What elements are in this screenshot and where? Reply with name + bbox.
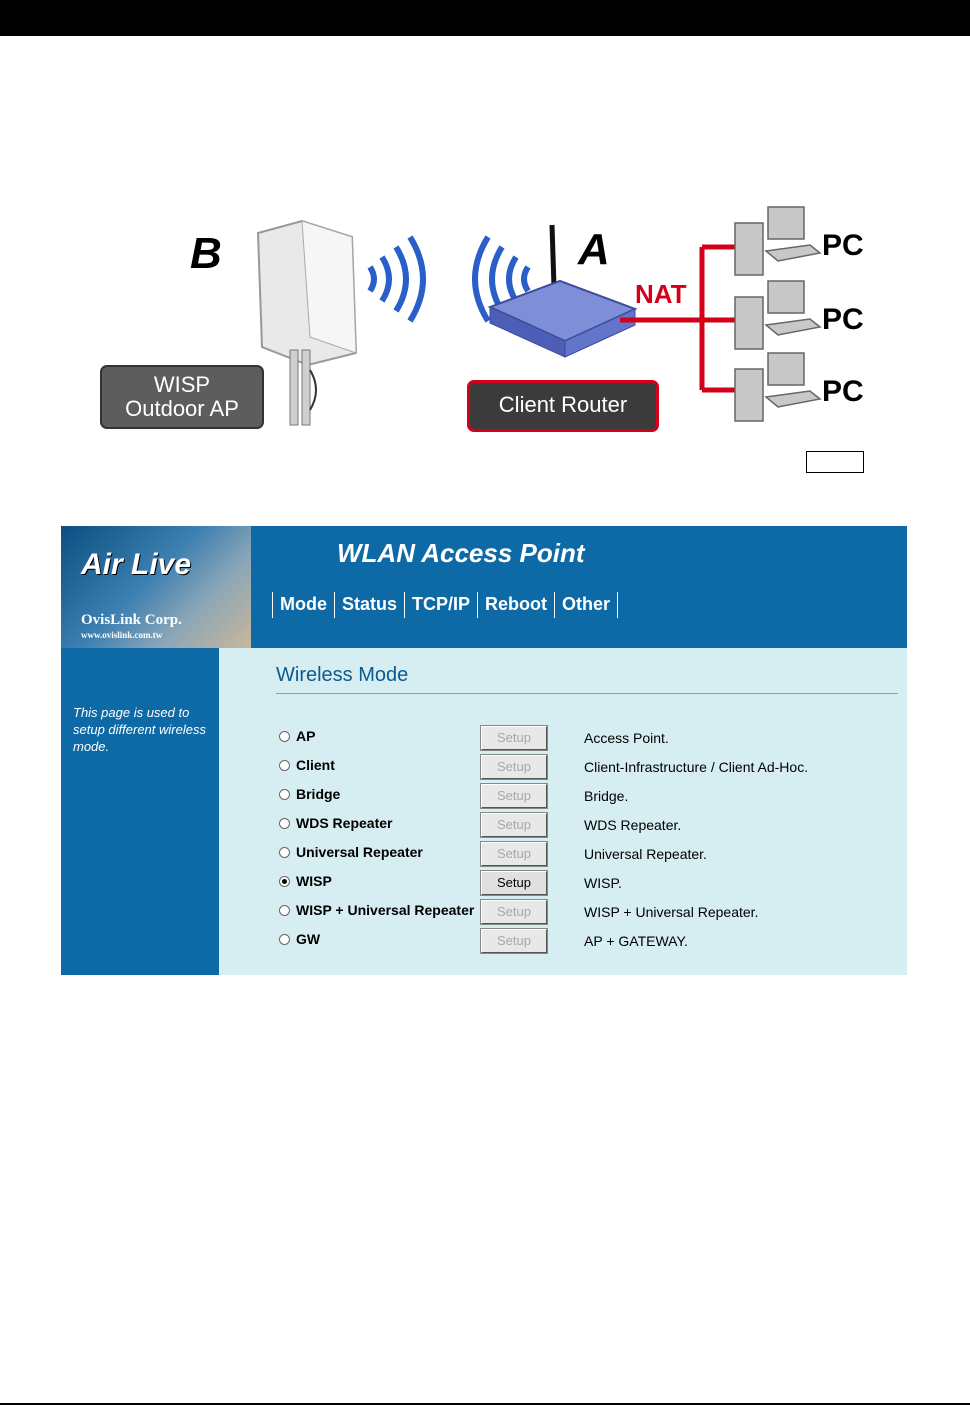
pc-label-1: PC [822, 229, 864, 262]
mode-row [279, 929, 899, 953]
setup-button[interactable]: Setup [481, 726, 547, 750]
mode-label[interactable]: Client [296, 757, 335, 773]
mode-label[interactable]: WISP [296, 873, 332, 889]
tab-status[interactable]: Status [334, 592, 404, 618]
mode-radio[interactable] [279, 905, 290, 916]
setup-button[interactable]: Setup [481, 755, 547, 779]
mode-radio[interactable] [279, 789, 290, 800]
mode-label[interactable]: WDS Repeater [296, 815, 393, 831]
nav-tabs [272, 592, 618, 614]
mode-description: WDS Repeater. [584, 817, 682, 833]
mode-label[interactable]: GW [296, 931, 321, 947]
wlan-ui-screenshot [61, 526, 907, 975]
mode-description: Client-Infrastructure / Client Ad-Hoc. [584, 759, 809, 775]
pc-icon [735, 207, 820, 421]
setup-button[interactable]: Setup [481, 900, 547, 924]
airlive-logo [61, 526, 251, 648]
mode-row [279, 813, 899, 837]
section-divider [276, 693, 898, 694]
mode-label[interactable]: Bridge [296, 786, 341, 802]
mode-radio[interactable] [279, 934, 290, 945]
setup-button[interactable]: Setup [481, 784, 547, 808]
section-title: Wireless Mode [276, 664, 409, 686]
top-black-bar [0, 0, 970, 36]
tab-tcpip[interactable]: TCP/IP [404, 592, 477, 618]
setup-button[interactable]: Setup [481, 813, 547, 837]
small-empty-box [806, 451, 864, 473]
mode-description: Bridge. [584, 788, 629, 804]
mode-label[interactable]: Universal Repeater [296, 844, 423, 860]
mode-description: Access Point. [584, 730, 669, 746]
mode-radio[interactable] [279, 731, 290, 742]
mode-row [279, 871, 899, 895]
ui-header [61, 526, 907, 648]
mode-label[interactable]: AP [296, 728, 316, 744]
mode-description: WISP. [584, 875, 622, 891]
sidebar-help-text: This page is used to setup different wireless mode. [73, 705, 206, 754]
logo-url: www.ovislink.com.tw [81, 630, 163, 640]
mode-radio[interactable] [279, 760, 290, 771]
mode-radio[interactable] [279, 847, 290, 858]
pc-label-2: PC [822, 303, 864, 336]
bottom-rule [0, 1403, 970, 1405]
sidebar [61, 648, 219, 975]
mode-radio[interactable] [279, 876, 290, 887]
mode-row [279, 726, 899, 750]
setup-button[interactable]: Setup [481, 871, 547, 895]
label-a: A [578, 225, 610, 274]
client-router-tag: Client Router [467, 380, 659, 432]
setup-button[interactable]: Setup [481, 842, 547, 866]
mode-row [279, 900, 899, 924]
network-diagram [90, 195, 890, 445]
wisp-tag-line1: WISP [153, 372, 211, 397]
nat-label: NAT [635, 279, 687, 309]
label-b: B [190, 229, 222, 278]
mode-row [279, 755, 899, 779]
wisp-outdoor-ap-tag [100, 365, 264, 429]
logo-title: Air Live [81, 548, 192, 581]
pc-label-3: PC [822, 375, 864, 408]
setup-button[interactable]: Setup [481, 929, 547, 953]
mode-row [279, 784, 899, 808]
page-title: WLAN Access Point [337, 538, 585, 568]
mode-description: WISP + Universal Repeater. [584, 904, 759, 920]
mode-description: AP + GATEWAY. [584, 933, 688, 949]
mode-label[interactable]: WISP + Universal Repeater [296, 902, 475, 918]
mode-row [279, 842, 899, 866]
nat-links [620, 247, 740, 390]
mode-radio[interactable] [279, 818, 290, 829]
mode-description: Universal Repeater. [584, 846, 707, 862]
outdoor-ap-icon [258, 221, 356, 425]
tab-mode[interactable]: Mode [272, 592, 334, 618]
logo-corp: OvisLink Corp. [81, 612, 182, 628]
wisp-tag-line2: Outdoor AP [125, 396, 239, 421]
tab-other[interactable]: Other [554, 592, 618, 618]
tab-reboot[interactable]: Reboot [477, 592, 554, 618]
